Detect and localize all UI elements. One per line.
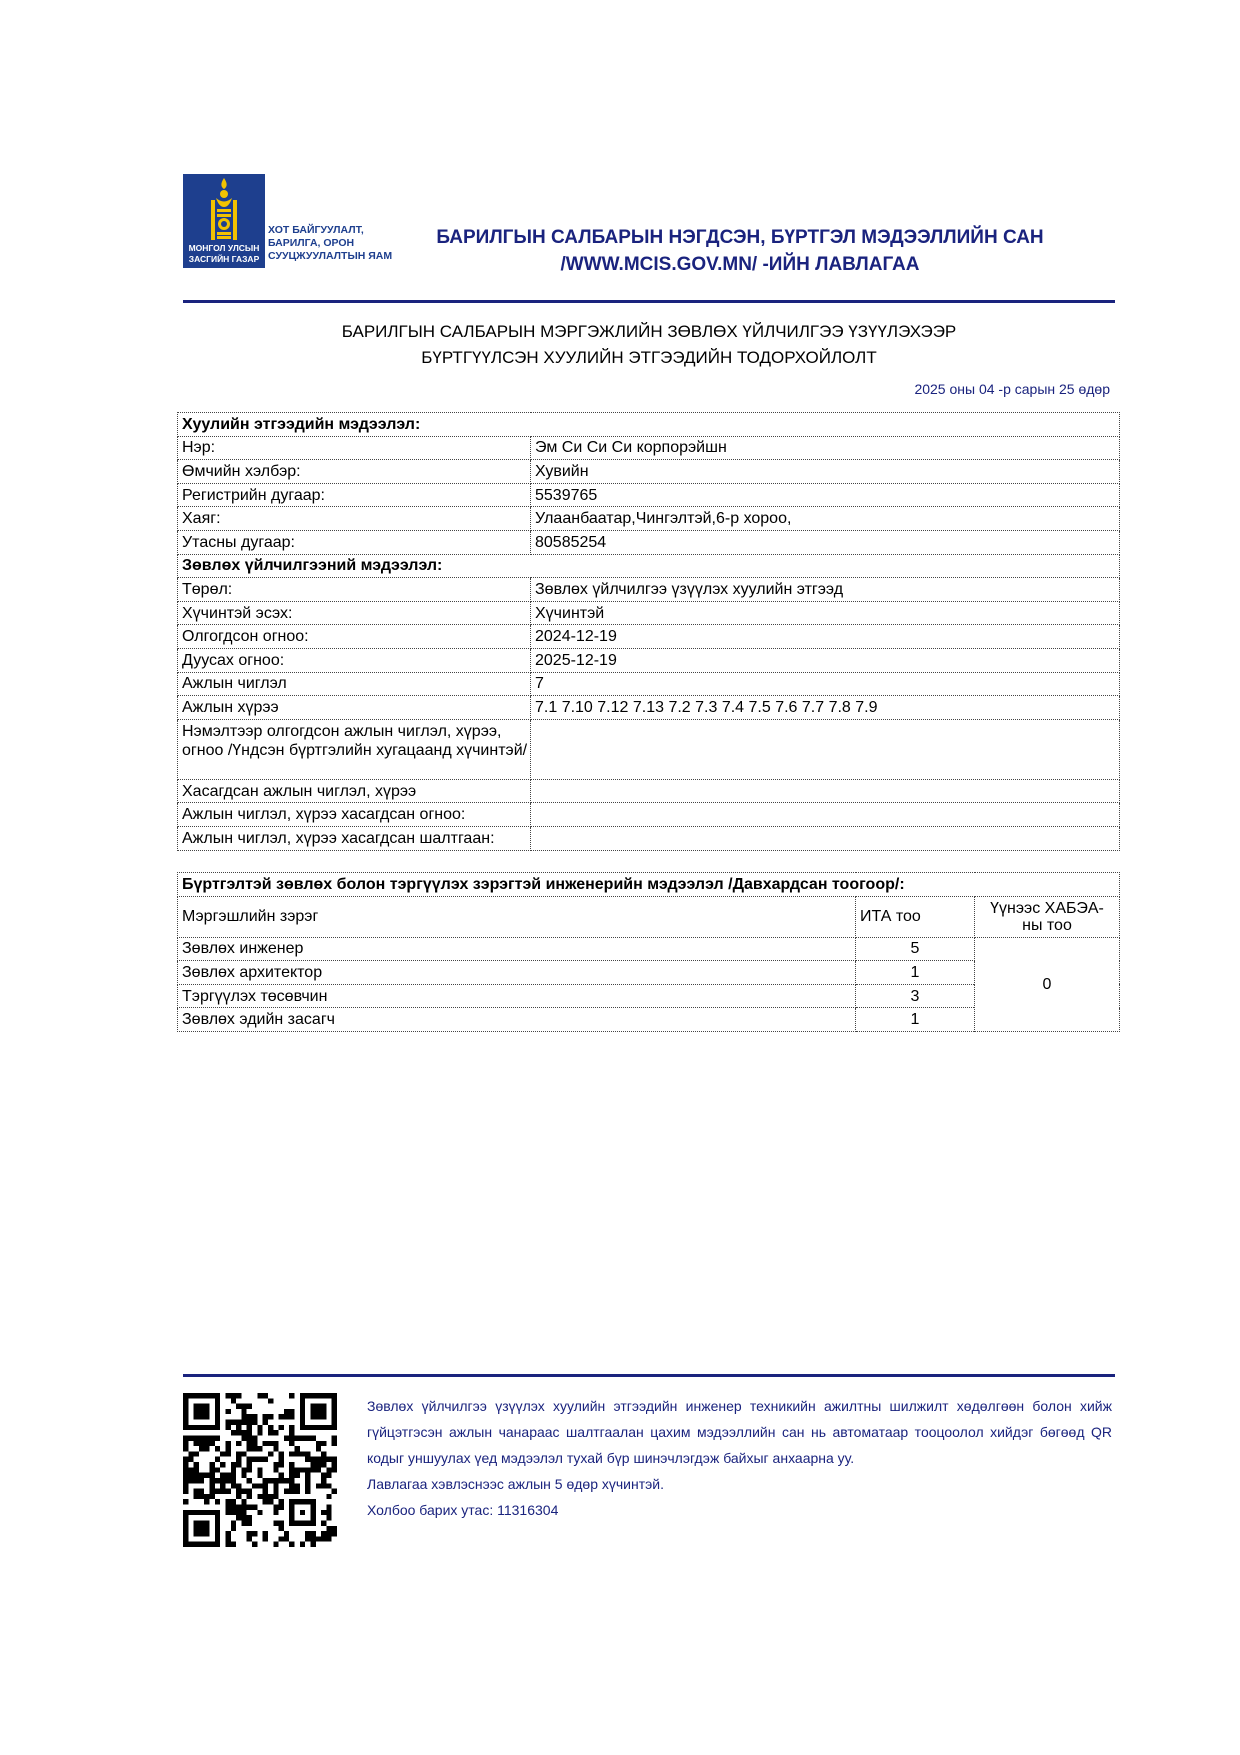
field-value xyxy=(531,779,1120,803)
header-divider xyxy=(183,300,1115,303)
table-row xyxy=(178,696,1120,720)
field-label: Хасагдсан ажлын чиглэл, хүрээ xyxy=(178,779,531,803)
government-label: МОНГОЛ УЛСЫН ЗАСГИЙН ГАЗАР xyxy=(188,243,260,264)
rank-cell: Зөвлөх инженер xyxy=(178,937,856,961)
document-date: 2025 оны 04 -р сарын 25 өдөр xyxy=(914,381,1110,397)
field-value: Зөвлөх үйлчилгээ үзүүлэх хуулийн этгээд xyxy=(531,578,1120,602)
column-header-count: ИТА тоо xyxy=(856,896,975,937)
entity-section-title: Хуулийн этгээдийн мэдээлэл: xyxy=(178,413,1120,437)
count-cell: 5 xyxy=(856,937,975,961)
field-label: Утасны дугаар: xyxy=(178,530,531,554)
staff-table xyxy=(177,872,1120,1032)
field-value xyxy=(531,826,1120,850)
count-cell: 1 xyxy=(856,961,975,985)
field-value xyxy=(531,719,1120,779)
validity-note: Лавлагаа хэвлэснээс ажлын 5 өдөр хүчинтэй. xyxy=(367,1476,664,1492)
field-value: Хувийн xyxy=(531,460,1120,484)
field-label: Олгогдсон огноо: xyxy=(178,625,531,649)
field-value: 2024-12-19 xyxy=(531,625,1120,649)
field-value: Улаанбаатар,Чингэлтэй,6-р хороо, xyxy=(531,507,1120,531)
qr-code-icon[interactable] xyxy=(183,1393,337,1547)
extra-count-cell: 0 xyxy=(975,937,1120,1031)
column-header-extra: Үүнээс ХАБЭА- ны тоо xyxy=(975,896,1120,937)
rank-cell: Зөвлөх эдийн засагч xyxy=(178,1008,856,1032)
table-row xyxy=(178,460,1120,484)
rank-cell: Тэргүүлэх төсөвчин xyxy=(178,984,856,1008)
field-label: Өмчийн хэлбэр: xyxy=(178,460,531,484)
field-label: Ажлын чиглэл, хүрээ хасагдсан огноо: xyxy=(178,803,531,827)
table-row xyxy=(178,601,1120,625)
rank-cell: Зөвлөх архитектор xyxy=(178,961,856,985)
contact-phone: Холбоо барих утас: 11316304 xyxy=(367,1502,559,1518)
ministry-name: ХОТ БАЙГУУЛАЛТ, БАРИЛГА, ОРОН СУУЦЖУУЛАЛТЫН ЯАМ xyxy=(268,224,393,262)
table-row xyxy=(178,530,1120,554)
table-row xyxy=(178,578,1120,602)
count-cell: 3 xyxy=(856,984,975,1008)
field-value: Хүчинтэй xyxy=(531,601,1120,625)
table-row xyxy=(178,826,1120,850)
table-row xyxy=(178,779,1120,803)
ministry-logo xyxy=(183,174,410,268)
table-row xyxy=(178,648,1120,672)
service-section-title: Зөвлөх үйлчилгээний мэдээлэл: xyxy=(178,554,1120,578)
field-label: Регистрийн дугаар: xyxy=(178,483,531,507)
field-value xyxy=(531,803,1120,827)
field-label: Төрөл: xyxy=(178,578,531,602)
field-label: Нэмэлтээр олгогдсон ажлын чиглэл, хүрээ, огноо /Үндсэн бүртгэлийн хугацаанд хүчинтэй/ xyxy=(178,719,531,779)
entity-info-table xyxy=(177,412,1120,851)
field-label: Хүчинтэй эсэх: xyxy=(178,601,531,625)
count-cell: 1 xyxy=(856,1008,975,1032)
field-label: Нэр: xyxy=(178,436,531,460)
table-row xyxy=(178,483,1120,507)
field-label: Дуусах огноо: xyxy=(178,648,531,672)
table-row xyxy=(178,507,1120,531)
field-label: Ажлын чиглэл xyxy=(178,672,531,696)
footer-paragraph: Зөвлөх үйлчилгээ үзүүлэх хуулийн этгээдийн инженер техникийн ажилтны шилжилт хөдөлгөөн болон хийж гүйцэтгэсэн ажлын чанараас шалтгаалан цахим мэдээллийн сан нь автоматаар тооцоолол хийдэг бөгөөд QR кодыг уншуулах үед мэдээлэл тухай бүр шинэчлэгдэж байхыг анхаарна уу. xyxy=(367,1398,1112,1466)
page-title: БАРИЛГЫН САЛБАРЫН НЭГДСЭН, БҮРТГЭЛ МЭДЭЭЛЛИЙН САН /WWW.MCIS.GOV.MN/ -ИЙН ЛАВЛАГАА xyxy=(436,227,1044,275)
field-value: 2025-12-19 xyxy=(531,648,1120,672)
soyombo-emblem-icon xyxy=(183,174,265,268)
table-row xyxy=(178,937,1120,961)
table-row xyxy=(178,625,1120,649)
field-value: Эм Си Си Си корпорэйшн xyxy=(531,436,1120,460)
field-label: Хаяг: xyxy=(178,507,531,531)
table-row xyxy=(178,803,1120,827)
table-row xyxy=(178,436,1120,460)
field-value: 7 xyxy=(531,672,1120,696)
document-title: БАРИЛГЫН САЛБАРЫН МЭРГЭЖЛИЙН ЗӨВЛӨХ ҮЙЛЧИЛГЭЭ ҮЗҮҮЛЭХЭЭР БҮРТГҮҮЛСЭН ХУУЛИЙН ЭТГЭЭДИЙН ТОДОРХОЙЛОЛТ xyxy=(341,322,957,367)
field-value: 7.1 7.10 7.12 7.13 7.2 7.3 7.4 7.5 7.6 7.7 7.8 7.9 xyxy=(531,696,1120,720)
table-row xyxy=(178,672,1120,696)
field-label: Ажлын чиглэл, хүрээ хасагдсан шалтгаан: xyxy=(178,826,531,850)
table-header-row xyxy=(178,896,1120,937)
field-value: 5539765 xyxy=(531,483,1120,507)
field-label: Ажлын хүрээ xyxy=(178,696,531,720)
footer-divider xyxy=(183,1374,1115,1377)
table-row xyxy=(178,719,1120,779)
column-header-rank: Мэргэшлийн зэрэг xyxy=(178,896,856,937)
staff-section-title: Бүртгэлтэй зөвлөх болон тэргүүлэх зэрэгтэй инженерийн мэдээлэл /Давхардсан тоогоор/: xyxy=(178,873,1120,897)
field-value: 80585254 xyxy=(531,530,1120,554)
footer-notice xyxy=(367,1393,1112,1523)
